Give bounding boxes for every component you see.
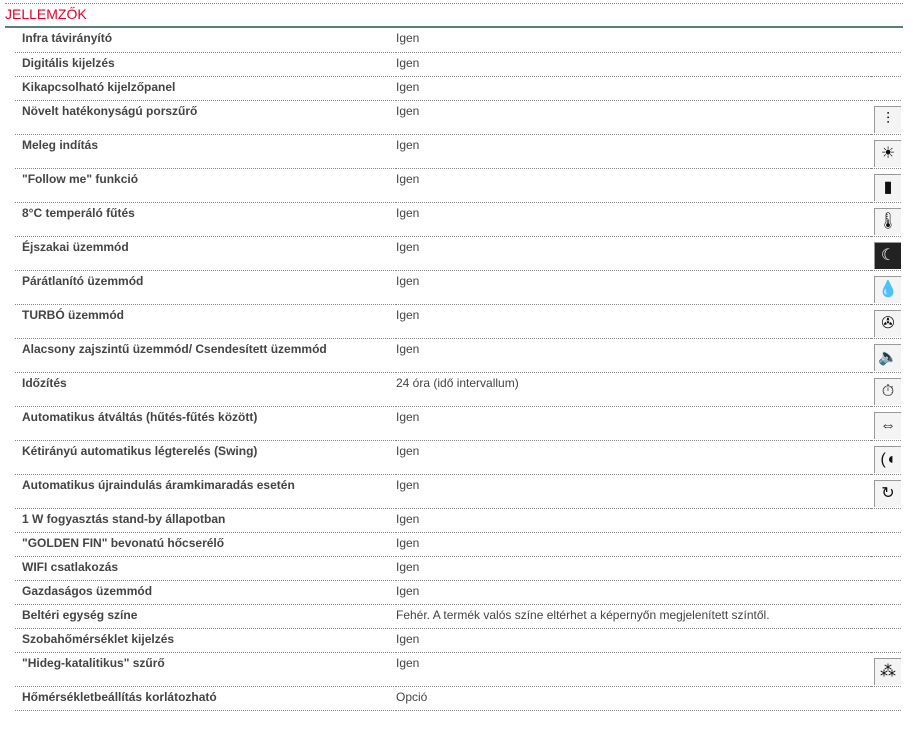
feature-row [15, 28, 901, 52]
feature-label: 1 W fogyasztás stand-by állapotban [15, 508, 396, 532]
icon-cell [871, 440, 901, 474]
icon-cell [871, 652, 901, 686]
feature-row [15, 580, 901, 604]
feature-label: Növelt hatékonyságú porszűrő [15, 100, 396, 134]
feature-value: Igen [396, 532, 871, 556]
feature-value: Igen [396, 100, 871, 134]
feature-value: Igen [396, 508, 871, 532]
feature-row [15, 652, 901, 686]
feature-value: Fehér. A termék valós színe eltérhet a képernyőn megjelenített színtől. [396, 604, 871, 628]
feature-row [15, 76, 901, 100]
warm-start-icon: ☀ [874, 140, 901, 167]
feature-row [15, 474, 901, 508]
feature-label: Infra távirányító [15, 28, 396, 52]
feature-value: Igen [396, 202, 871, 236]
stopwatch-icon: ⏱ [874, 378, 901, 405]
feature-value: Igen [396, 270, 871, 304]
section-title: JELLEMZŐK [5, 6, 87, 22]
feature-row [15, 236, 901, 270]
icon-cell [871, 134, 901, 168]
feature-value: Igen [396, 134, 871, 168]
catalytic-filter-icon: ⁂ [874, 658, 901, 685]
feature-label: Éjszakai üzemmód [15, 236, 396, 270]
feature-value: Opció [396, 686, 871, 710]
feature-label: Automatikus újraindulás áramkimaradás esetén [15, 474, 396, 508]
swing-icon: (◖ [874, 446, 901, 473]
feature-value: Igen [396, 556, 871, 580]
moon-star-icon: ☾ [874, 242, 901, 269]
top-divider [5, 3, 903, 4]
feature-row [15, 406, 901, 440]
icon-cell [871, 372, 901, 406]
feature-value: Igen [396, 76, 871, 100]
feature-label: Időzítés [15, 372, 396, 406]
features-table [15, 28, 901, 711]
feature-label: 8°C temperáló fűtés [15, 202, 396, 236]
feature-value: Igen [396, 168, 871, 202]
feature-label: Szobahőmérséklet kijelzés [15, 628, 396, 652]
icon-cell [871, 76, 901, 100]
feature-row [15, 304, 901, 338]
icon-cell [871, 532, 901, 556]
restart-icon: ↻ [874, 480, 901, 507]
feature-row [15, 134, 901, 168]
feature-value: Igen [396, 406, 871, 440]
icon-cell [871, 474, 901, 508]
remote-thermometer-icon: ▮ [874, 174, 901, 201]
icon-cell [871, 52, 901, 76]
feature-row [15, 532, 901, 556]
feature-label: Hőmérsékletbeállítás korlátozható [15, 686, 396, 710]
feature-label: TURBÓ üzemmód [15, 304, 396, 338]
feature-label: "Follow me" funkció [15, 168, 396, 202]
icon-cell [871, 100, 901, 134]
feature-value: Igen [396, 28, 871, 52]
feature-label: Meleg indítás [15, 134, 396, 168]
feature-row [15, 202, 901, 236]
icon-cell [871, 686, 901, 710]
filter-icon: ⫶ [874, 106, 901, 133]
feature-label: Kétirányú automatikus légterelés (Swing) [15, 440, 396, 474]
feature-row [15, 440, 901, 474]
feature-row [15, 372, 901, 406]
icon-cell [871, 580, 901, 604]
icon-cell [871, 556, 901, 580]
feature-row [15, 556, 901, 580]
feature-row [15, 338, 901, 372]
feature-label: WIFI csatlakozás [15, 556, 396, 580]
feature-label: Párátlanító üzemmód [15, 270, 396, 304]
icon-cell [871, 202, 901, 236]
icon-cell [871, 406, 901, 440]
feature-value: Igen [396, 236, 871, 270]
speaker-icon: 🔈 [874, 344, 901, 371]
feature-label: "GOLDEN FIN" bevonatú hőcserélő [15, 532, 396, 556]
icon-cell [871, 604, 901, 628]
icon-cell [871, 28, 901, 52]
turbo-fan-icon: ✇ [874, 310, 901, 337]
feature-label: Beltéri egység színe [15, 604, 396, 628]
feature-value: Igen [396, 338, 871, 372]
auto-switch-icon: ⇔ [874, 412, 901, 439]
feature-value: Igen [396, 580, 871, 604]
icon-cell [871, 628, 901, 652]
feature-value: Igen [396, 304, 871, 338]
icon-cell [871, 304, 901, 338]
icon-cell [871, 270, 901, 304]
icon-cell [871, 236, 901, 270]
feature-value: Igen [396, 628, 871, 652]
feature-row [15, 604, 901, 628]
feature-label: Alacsony zajszintű üzemmód/ Csendesített üzemmód [15, 338, 396, 372]
icon-cell [871, 508, 901, 532]
feature-value: 24 óra (idő intervallum) [396, 372, 871, 406]
feature-row [15, 508, 901, 532]
feature-label: Automatikus átváltás (hűtés-fűtés között) [15, 406, 396, 440]
feature-row [15, 270, 901, 304]
feature-value: Igen [396, 652, 871, 686]
dehumidify-icon: 💧 [874, 276, 901, 303]
feature-value: Igen [396, 440, 871, 474]
feature-label: Kikapcsolható kijelzőpanel [15, 76, 396, 100]
feature-row [15, 100, 901, 134]
feature-label: Gazdaságos üzemmód [15, 580, 396, 604]
feature-row [15, 168, 901, 202]
feature-label: "Hideg-katalitikus" szűrő [15, 652, 396, 686]
feature-row [15, 628, 901, 652]
feature-row [15, 52, 901, 76]
feature-label: Digitális kijelzés [15, 52, 396, 76]
feature-value: Igen [396, 474, 871, 508]
icon-cell [871, 168, 901, 202]
feature-row [15, 686, 901, 710]
feature-value: Igen [396, 52, 871, 76]
thermometer-8c-icon: 🌡 [874, 208, 901, 235]
icon-cell [871, 338, 901, 372]
